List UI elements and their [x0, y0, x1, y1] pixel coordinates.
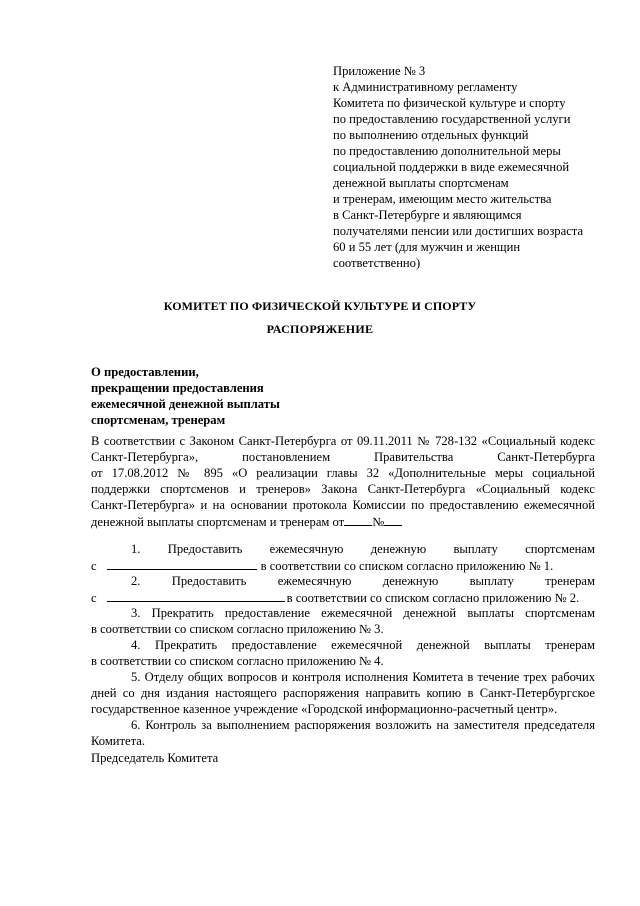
appendix-line: социальной поддержки в виде ежемесячной	[333, 160, 570, 174]
item-5-line-2: дней со дня издания настоящего распоряжения направить копию в Санкт-Петербургское	[91, 686, 595, 700]
appendix-line: по предоставлению дополнительной меры	[333, 144, 561, 158]
date-blank	[107, 557, 257, 570]
appendix-block	[333, 63, 623, 271]
subject-line: О предоставлении,	[91, 365, 199, 379]
organization-title: КОМИТЕТ ПО ФИЗИЧЕСКОЙ КУЛЬТУРЕ И СПОРТУ	[163, 299, 477, 313]
item-2-tail: в соответствии со списком согласно приложению № 2.	[286, 591, 580, 605]
preamble-line: Санкт-Петербурга» и на основании протокола Комиссии по предоставлению ежемесячной	[91, 498, 595, 512]
item-4-line: 4. Прекратить предоставление ежемесячной денежной выплаты тренерам	[131, 638, 595, 652]
appendix-line: в Санкт-Петербурге и являющимся	[333, 208, 522, 222]
subject-line: спортсменам, тренерам	[91, 413, 226, 427]
number-blank	[384, 513, 402, 526]
subject-line: ежемесячной денежной выплаты	[91, 397, 280, 411]
preamble-line: поддержки спортсменов и тренеров» Закона Санкт-Петербурга «Социальный кодекс	[91, 482, 595, 496]
appendix-line: денежной выплаты спортсменам	[333, 176, 509, 190]
item-6-line: 6. Контроль за выполнением распоряжения возложить на заместителя председателя	[131, 718, 595, 732]
subject-line: прекращении предоставления	[91, 381, 264, 395]
from-label: с	[91, 559, 97, 573]
appendix-line: и тренерам, имеющим место жительства	[333, 192, 552, 206]
item-1-from-line	[91, 557, 595, 573]
subject-heading	[91, 364, 280, 428]
item-2-from-line	[91, 589, 595, 605]
item-1-line: 1. Предоставить ежемесячную денежную выплату спортсменам	[131, 542, 595, 556]
item-3-line: 3. Прекратить предоставление ежемесячной денежной выплаты спортсменам	[131, 606, 595, 620]
preamble-line: В соответствии с Законом Санкт-Петербурга от 09.11.2011 № 728-132 «Социальный кодекс	[91, 434, 595, 448]
item-5-line-3: государственное казенное учреждение «Городской информационно-расчетный центр».	[91, 702, 558, 716]
signature-title: Председатель Комитета	[91, 751, 219, 765]
appendix-line: к Административному регламенту	[333, 80, 518, 94]
appendix-line: по предоставлению государственной услуги	[333, 112, 571, 126]
item-3-line-2: в соответствии со списком согласно приложению № 3.	[91, 622, 384, 636]
from-label: с	[91, 591, 97, 605]
item-2-line: 2. Предоставить ежемесячную денежную выплату тренерам	[131, 574, 595, 588]
appendix-line: по выполнению отдельных функций	[333, 128, 529, 142]
preamble-line: Санкт-Петербурга», постановлением Правительства Санкт-Петербурга	[91, 450, 595, 464]
item-4-line-2: в соответствии со списком согласно приложению № 4.	[91, 654, 384, 668]
appendix-line: Приложение № 3	[333, 64, 426, 78]
preamble-last-line	[91, 513, 595, 529]
appendix-line: соответственно)	[333, 256, 421, 270]
date-blank	[107, 589, 285, 602]
number-sign: №	[372, 515, 385, 529]
item-5-line: 5. Отделу общих вопросов и контроля исполнения Комитета в течение трех рабочих	[131, 670, 595, 684]
item-1-tail: в соответствии со списком согласно приложению № 1.	[260, 559, 554, 573]
preamble-date-prefix: денежной выплаты спортсменам и тренерам от	[91, 515, 345, 529]
appendix-line: 60 и 55 лет (для мужчин и женщин	[333, 240, 521, 254]
appendix-line: получателями пенсии или достигших возраста	[333, 224, 584, 238]
item-6-line-2: Комитета.	[91, 734, 146, 748]
appendix-line: Комитета по физической культуре и спорту	[333, 96, 566, 110]
document-type-title: РАСПОРЯЖЕНИЕ	[266, 322, 374, 336]
date-blank	[344, 513, 372, 526]
preamble-line: от 17.08.2012 № 895 «О реализации главы 32 «Дополнительные меры социальной	[91, 466, 595, 480]
